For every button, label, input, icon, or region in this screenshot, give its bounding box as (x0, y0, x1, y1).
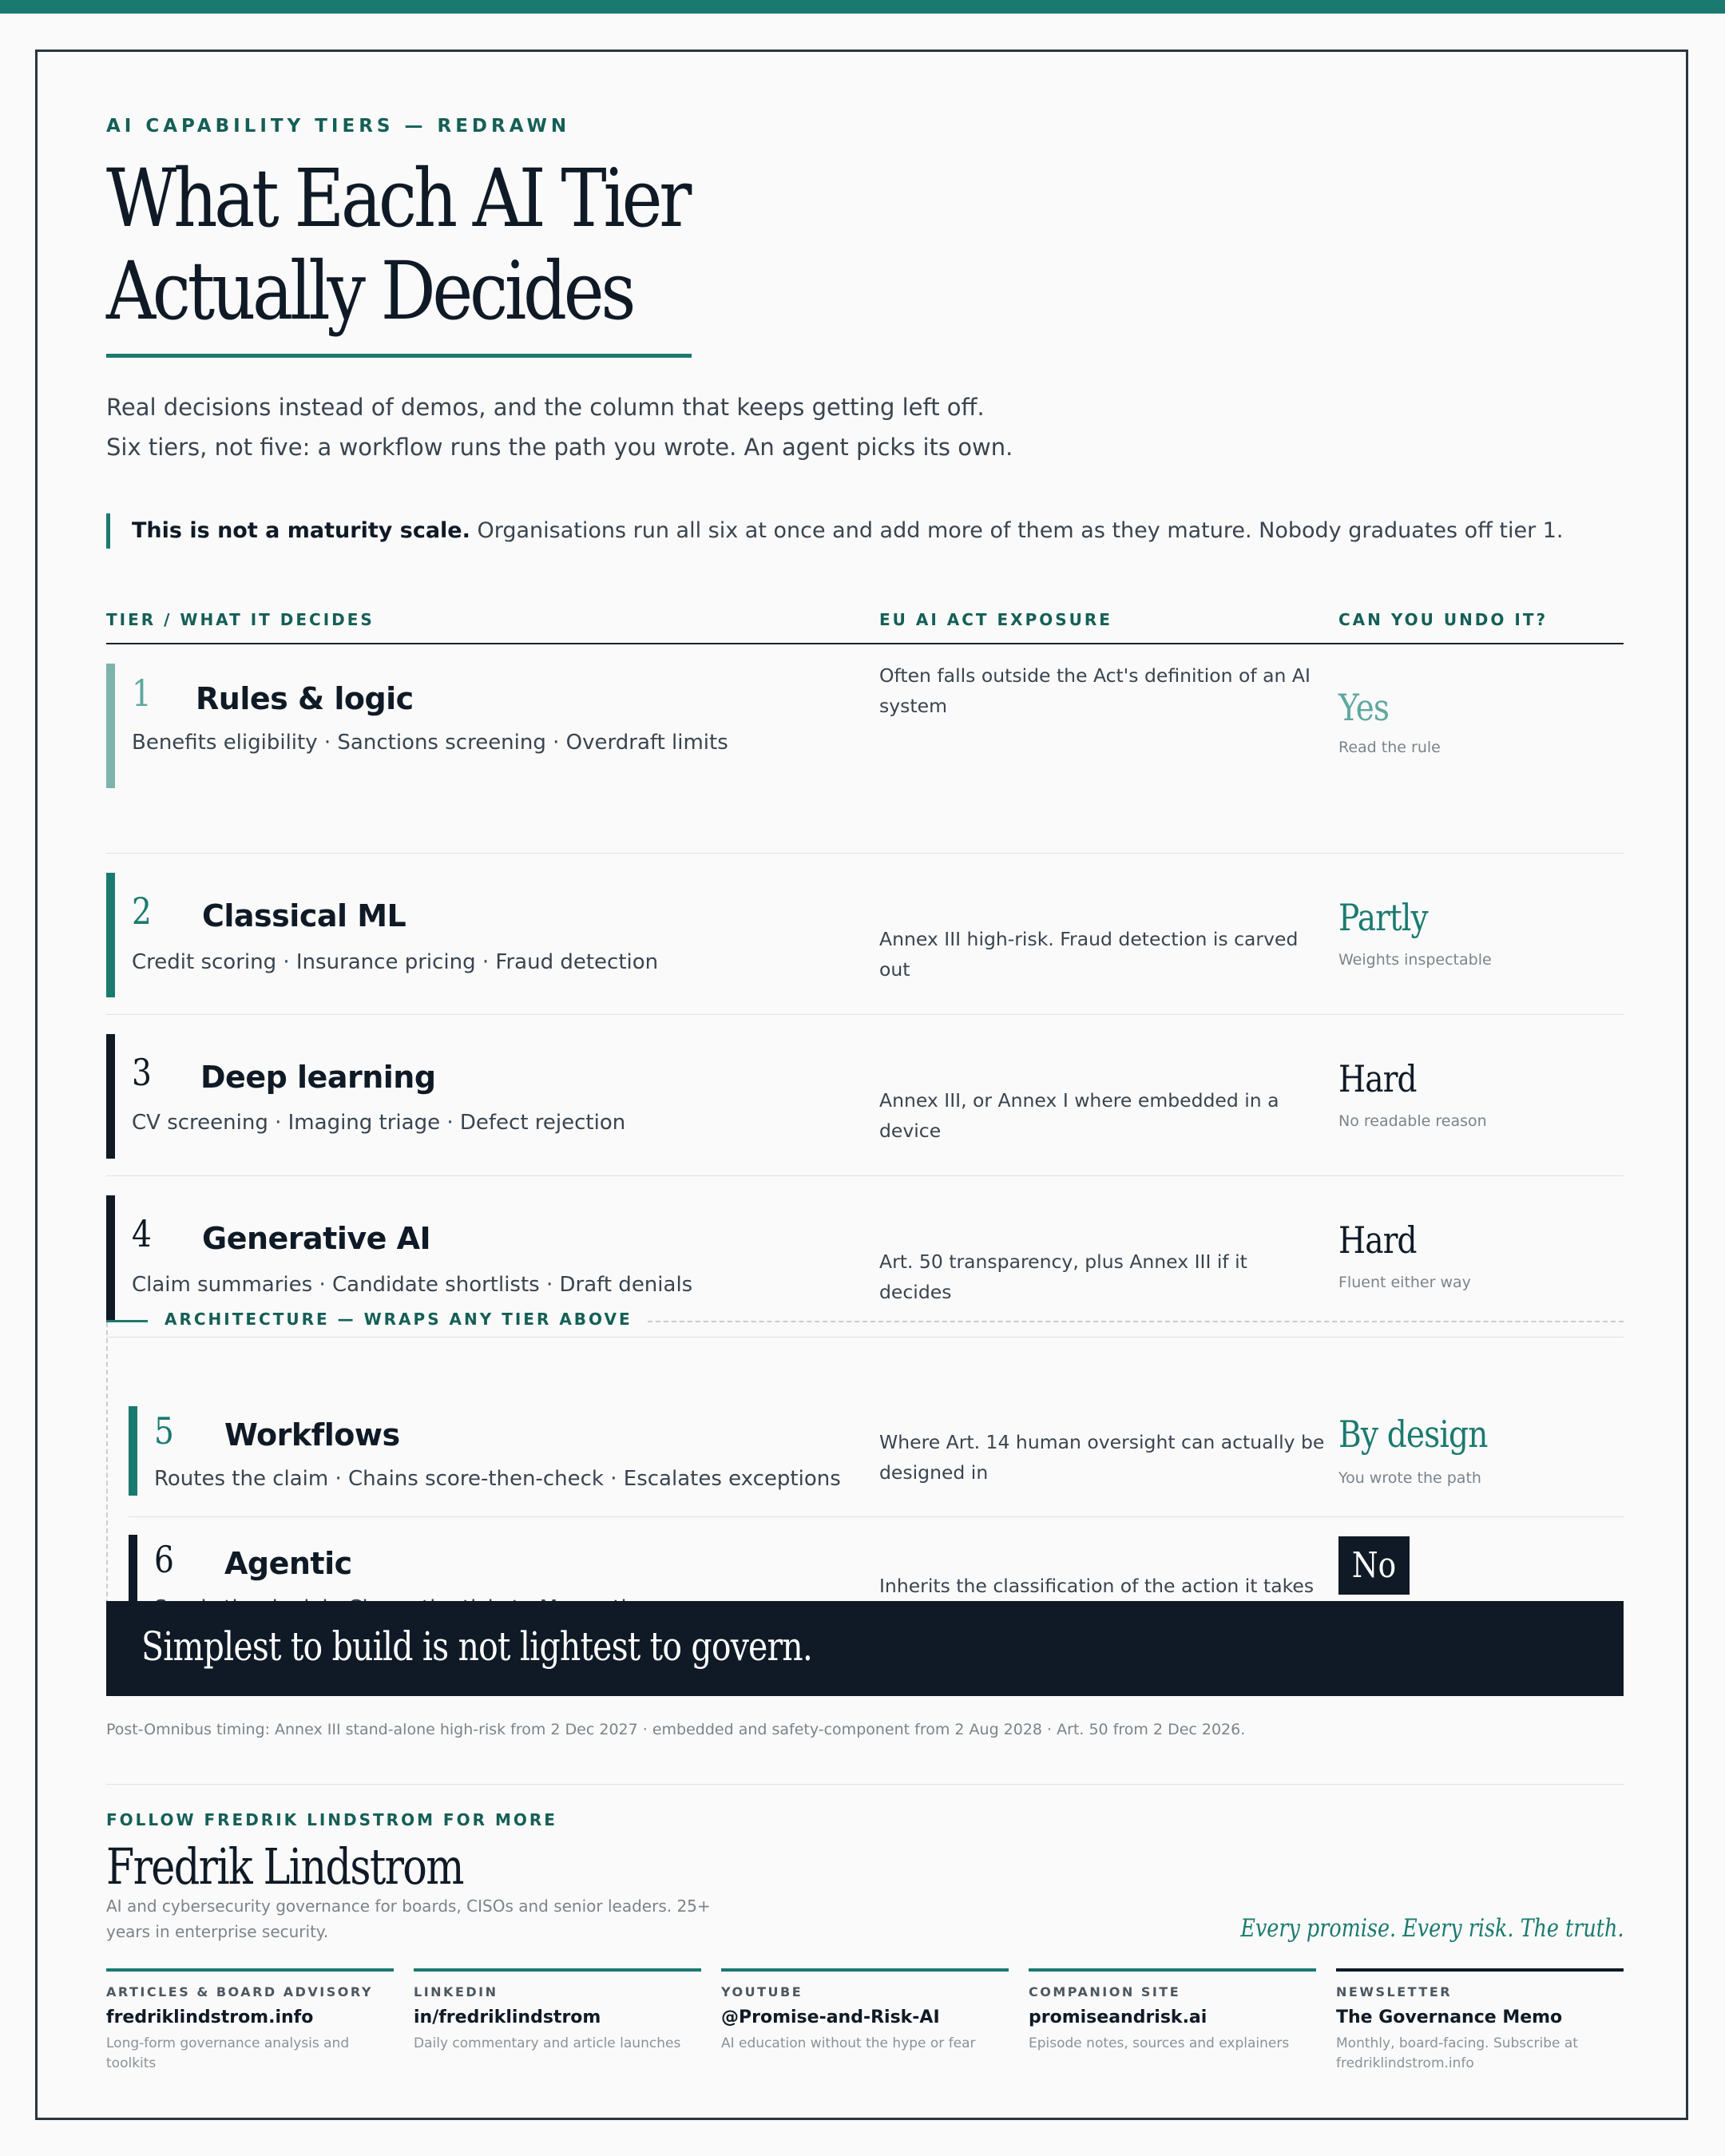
link-description: AI education without the hype or fear (721, 2035, 976, 2051)
link-url[interactable]: in/fredriklindstrom (414, 2007, 601, 2027)
tier-row-2 (106, 854, 1624, 1015)
tier-number: 5 (154, 1409, 174, 1453)
link-companion-site[interactable] (1029, 1968, 1316, 2054)
author-bio: AI and cybersecurity governance for boards, CISOs and senior leaders. 25+ years in enterprise security. (106, 1896, 711, 1941)
eu-exposure: Annex III, or Annex I where embedded in a device (879, 1089, 1279, 1142)
eu-exposure: Annex III high-risk. Fraud detection is carved out (879, 928, 1299, 981)
undo-verdict: Yes (1338, 686, 1390, 729)
tier-row-1 (106, 664, 1624, 854)
tagline: Every promise. Every risk. The truth. (1239, 1914, 1624, 1943)
callout-bold: This is not a maturity scale. (132, 518, 470, 543)
undo-verdict-badge (1338, 1536, 1410, 1595)
tier-name: Agentic (224, 1546, 352, 1581)
link-articles[interactable] (106, 1968, 394, 2074)
link-url[interactable]: promiseandrisk.ai (1029, 2007, 1208, 2027)
link-url[interactable]: fredriklindstrom.info (106, 2007, 314, 2027)
link-newsletter[interactable] (1336, 1968, 1624, 2074)
architecture-label: ARCHITECTURE — WRAPS ANY TIER ABOVE (165, 1310, 632, 1329)
author-name: Fredrik Lindstrom (106, 1837, 463, 1896)
link-description: Daily commentary and article launches (414, 2035, 681, 2051)
link-url[interactable]: @Promise-and-Risk-AI (721, 2007, 940, 2027)
architecture-rule (106, 1320, 148, 1322)
subtitle (106, 387, 1304, 467)
tier-number: 4 (132, 1212, 152, 1255)
tier-examples: Benefits eligibility · Sanctions screening · Overdraft limits (132, 731, 728, 755)
footer-divider (106, 1784, 1624, 1785)
tier-row-6 (106, 1517, 1624, 1601)
tier-name: Rules & logic (196, 681, 414, 716)
title-underline (106, 354, 692, 358)
tier-examples: Routes the claim · Chains score-then-check · Escalates exceptions (154, 1467, 841, 1491)
tier-name: Classical ML (202, 898, 406, 933)
undo-verdict: Hard (1338, 1219, 1417, 1262)
link-kicker: YOUTUBE (721, 1984, 803, 1999)
tier-row-5 (106, 1339, 1624, 1516)
link-kicker: LINKEDIN (414, 1984, 498, 1999)
architecture-dashed-rule (648, 1321, 1624, 1322)
tier-bar (106, 873, 115, 997)
tier-examples: CV screening · Imaging triage · Defect rejection (132, 1111, 626, 1135)
tier-row-3 (106, 1015, 1624, 1176)
subtitle-line-1: Real decisions instead of demos, and the column that keeps getting left off. (106, 394, 985, 421)
row-divider (106, 1337, 1624, 1338)
tier-number: 3 (132, 1051, 152, 1094)
undo-verdict: By design (1338, 1413, 1488, 1456)
link-description: Long-form governance analysis and toolkits (106, 2035, 350, 2071)
tier-number: 2 (132, 890, 152, 933)
follow-kicker: FOLLOW FREDRIK LINDSTROM FOR MORE (106, 1810, 557, 1829)
link-description: Episode notes, sources and explainers (1029, 2035, 1290, 2051)
link-linkedin[interactable] (414, 1968, 701, 2054)
undo-verdict: Partly (1338, 896, 1428, 939)
undo-reason: Read the rule (1338, 739, 1441, 756)
undo-reason: Weights inspectable (1338, 951, 1492, 969)
tier-number: 6 (154, 1538, 174, 1581)
link-description: Monthly, board-facing. Subscribe at fredriklindstrom.info (1336, 2035, 1578, 2071)
subtitle-line-2: Six tiers, not five: a workflow runs the path you wrote. An agent picks its own. (106, 434, 1013, 461)
link-youtube[interactable] (721, 1968, 1009, 2054)
callout-text: Organisations run all six at once and add more of them as they mature. Nobody graduates off tier 1. (470, 518, 1564, 543)
column-header-eu: EU AI ACT EXPOSURE (879, 610, 1112, 629)
tier-bar (106, 664, 115, 788)
tier-bar (106, 1034, 115, 1159)
tier-examples: Credit scoring · Insurance pricing · Fraud detection (132, 950, 659, 974)
undo-reason: No readable reason (1338, 1112, 1487, 1130)
tier-bar (129, 1406, 137, 1496)
eu-exposure: Where Art. 14 human oversight can actually be designed in (879, 1431, 1325, 1484)
link-kicker: COMPANION SITE (1029, 1984, 1181, 1999)
undo-reason: You wrote the path (1338, 1469, 1481, 1487)
header-rule (106, 643, 1624, 644)
link-kicker: ARTICLES & BOARD ADVISORY (106, 1984, 373, 1999)
tier-name: Generative AI (202, 1221, 431, 1256)
page-title (106, 153, 688, 338)
link-url[interactable]: The Governance Memo (1336, 2007, 1563, 2027)
timing-footnote: Post-Omnibus timing: Annex III stand-alone high-risk from 2 Dec 2027 · embedded and safety-component from 2 Aug 2028 · Art. 50 from 2 Dec 2026. (106, 1721, 1246, 1738)
tier-examples: Claim summaries · Candidate shortlists · Draft denials (132, 1273, 693, 1297)
title-line-2: Actually Decides (106, 244, 633, 338)
tier-name: Workflows (224, 1417, 400, 1453)
eu-exposure: Often falls outside the Act's definition of an AI system (879, 664, 1311, 717)
link-kicker: NEWSLETTER (1336, 1984, 1453, 1999)
tier-bar (106, 1195, 115, 1320)
banner-text: Simplest to build is not lightest to govern. (141, 1623, 813, 1670)
callout-note (106, 513, 1564, 549)
undo-verdict: Hard (1338, 1057, 1417, 1100)
undo-verdict: No (1351, 1545, 1397, 1586)
undo-reason: Fluent either way (1338, 1274, 1471, 1291)
poster-frame (35, 50, 1688, 2120)
kicker: AI CAPABILITY TIERS — REDRAWN (106, 116, 571, 137)
tier-number: 1 (132, 672, 152, 715)
top-accent-bar (0, 0, 1725, 14)
tier-name: Deep learning (200, 1060, 436, 1095)
eu-exposure: Inherits the classification of the action it takes (879, 1575, 1315, 1597)
column-header-undo: CAN YOU UNDO IT? (1338, 610, 1549, 629)
eu-exposure: Art. 50 transparency, plus Annex III if it decides (879, 1250, 1247, 1303)
title-line-1: What Each AI Tier (106, 152, 689, 245)
column-header-tier: TIER / WHAT IT DECIDES (106, 610, 375, 629)
takeaway-banner (106, 1601, 1624, 1696)
